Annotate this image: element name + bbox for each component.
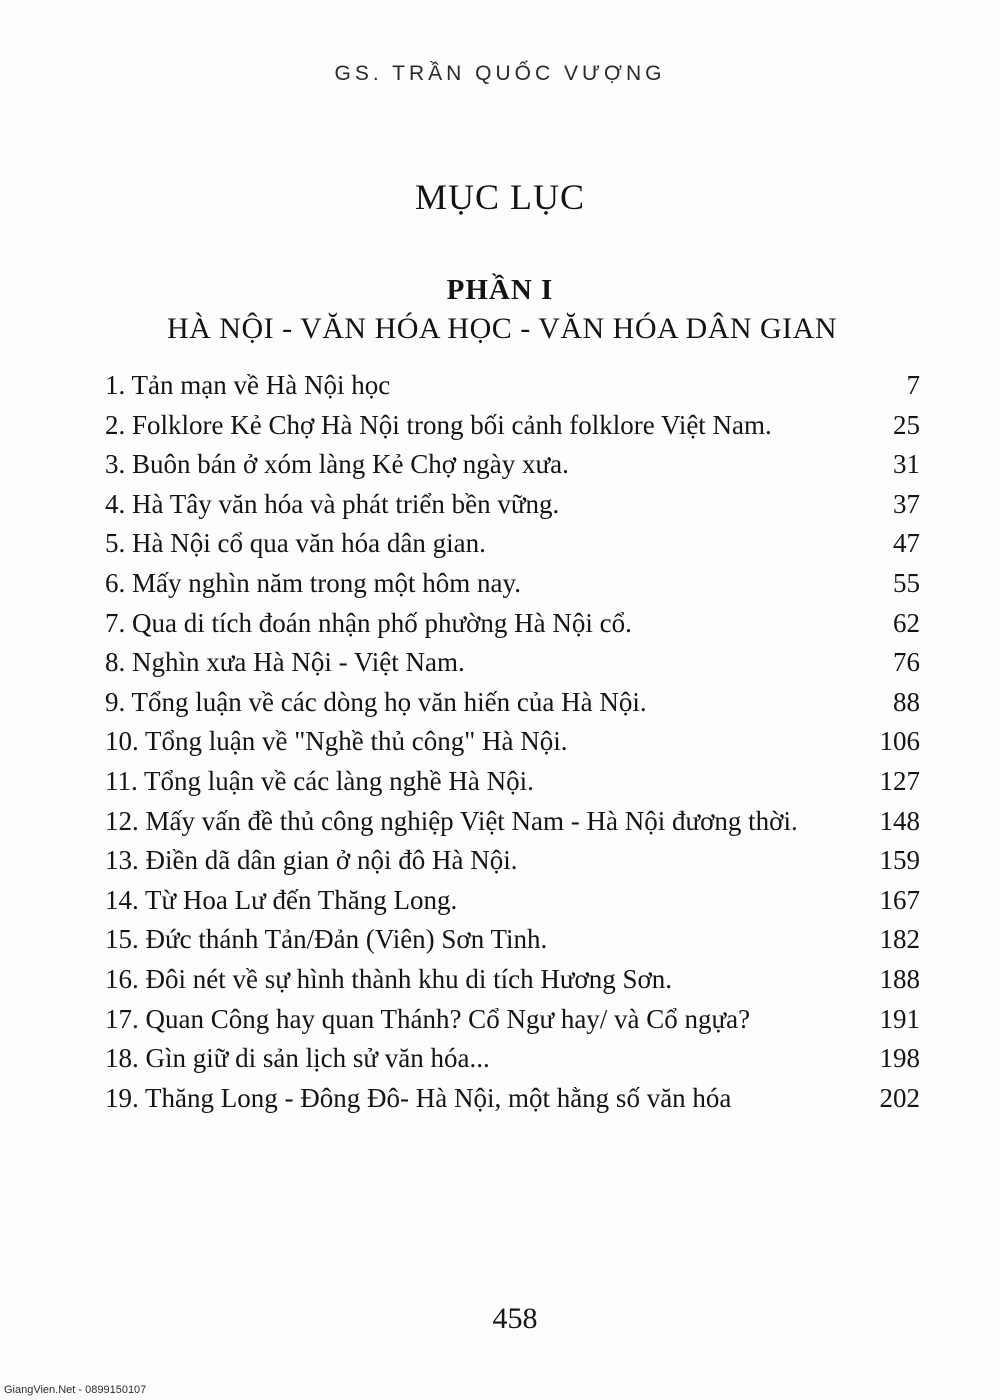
toc-entry-page: 202: [879, 1082, 920, 1113]
toc-entry-7: [105, 606, 920, 641]
part-title: HÀ NỘI - VĂN HÓA HỌC - VĂN HÓA DÂN GIAN: [166, 312, 838, 345]
toc-entry-page: 191: [879, 1003, 920, 1034]
toc-entry-5: [105, 526, 920, 561]
toc-entry-page: 159: [879, 845, 920, 876]
toc-entry-page: 198: [879, 1043, 920, 1074]
toc-entry-10: [105, 724, 920, 759]
toc-entry-13: [105, 843, 920, 878]
toc-entry-1: [105, 368, 920, 403]
running-header: GS. TRẦN QUỐC VƯỢNG: [334, 62, 666, 85]
toc-entry-text: 9. Tổng luận về các dòng họ văn hiến của Hà Nội.: [105, 686, 647, 717]
toc-entry-4: [105, 487, 920, 522]
toc-entry-page: 76: [893, 647, 920, 678]
toc-entry-text: 15. Đức thánh Tản/Đản (Viên) Sơn Tinh.: [105, 924, 548, 955]
toc-entry-page: 55: [893, 567, 920, 598]
toc-entry-text: 14. Từ Hoa Lư đến Thăng Long.: [105, 884, 458, 915]
toc-entry-19: [105, 1081, 920, 1116]
toc-entry-text: 5. Hà Nội cổ qua văn hóa dân gian.: [105, 528, 486, 559]
toc-entry-6: [105, 566, 920, 601]
toc-entry-page: 37: [893, 488, 920, 519]
toc-entry-text: 8. Nghìn xưa Hà Nội - Việt Nam.: [105, 647, 465, 678]
toc-entry-page: 127: [879, 765, 920, 796]
toc-entry-page: 148: [879, 805, 920, 836]
toc-entry-9: [105, 685, 920, 720]
toc-entry-12: [105, 804, 920, 839]
toc-entry-17: [105, 1002, 920, 1037]
toc-list: [105, 368, 920, 1120]
toc-entry-text: 7. Qua di tích đoán nhận phố phường Hà Nội cổ.: [105, 607, 632, 638]
toc-entry-text: 17. Quan Công hay quan Thánh? Cổ Ngư hay/ và Cổ ngựa?: [105, 1003, 751, 1034]
toc-entry-text: 1. Tản mạn về Hà Nội học: [105, 370, 391, 400]
toc-entry-text: 2. Folklore Kẻ Chợ Hà Nội trong bối cảnh folklore Việt Nam.: [105, 409, 772, 440]
toc-entry-text: 6. Mấy nghìn năm trong một hôm nay.: [105, 567, 521, 598]
toc-entry-14: [105, 883, 920, 918]
part-label: PHẦN I: [446, 274, 554, 306]
toc-entry-page: 31: [893, 449, 920, 480]
toc-entry-page: 188: [879, 963, 920, 994]
toc-entry-page: 106: [879, 726, 920, 757]
toc-entry-text: 16. Đôi nét về sự hình thành khu di tích Hương Sơn.: [105, 963, 673, 994]
toc-entry-15: [105, 922, 920, 957]
toc-entry-text: 3. Buôn bán ở xóm làng Kẻ Chợ ngày xưa.: [105, 449, 569, 480]
toc-entry-page: 62: [893, 607, 920, 638]
toc-entry-text: 13. Điền dã dân gian ở nội đô Hà Nội.: [105, 845, 518, 876]
toc-entry-8: [105, 645, 920, 680]
toc-entry-page: 25: [893, 409, 920, 440]
toc-entry-page: 7: [906, 370, 920, 400]
toc-entry-11: [105, 764, 920, 799]
toc-entry-text: 18. Gìn giữ di sản lịch sử văn hóa...: [105, 1043, 490, 1074]
watermark: GiangVien.Net - 0899150107: [4, 1384, 147, 1396]
toc-entry-3: [105, 447, 920, 482]
toc-entry-page: 167: [879, 884, 920, 915]
toc-entry-2: [105, 408, 920, 443]
toc-entry-page: 182: [879, 924, 920, 955]
toc-entry-text: 4. Hà Tây văn hóa và phát triển bền vững.: [105, 488, 560, 519]
toc-entry-text: 10. Tổng luận về "Nghề thủ công" Hà Nội.: [105, 726, 568, 757]
toc-entry-text: 12. Mấy vấn đề thủ công nghiệp Việt Nam - Hà Nội đương thời.: [105, 805, 798, 836]
toc-entry-text: 11. Tổng luận về các làng nghề Hà Nội.: [105, 765, 534, 796]
toc-entry-text: 19. Thăng Long - Đông Đô- Hà Nội, một hằng số văn hóa: [105, 1082, 732, 1113]
toc-title: MỤC LỤC: [414, 177, 586, 217]
toc-entry-16: [105, 962, 920, 997]
toc-entry-page: 47: [893, 528, 920, 559]
toc-entry-18: [105, 1041, 920, 1076]
page-number: 458: [492, 1302, 538, 1335]
toc-entry-page: 88: [893, 686, 920, 717]
